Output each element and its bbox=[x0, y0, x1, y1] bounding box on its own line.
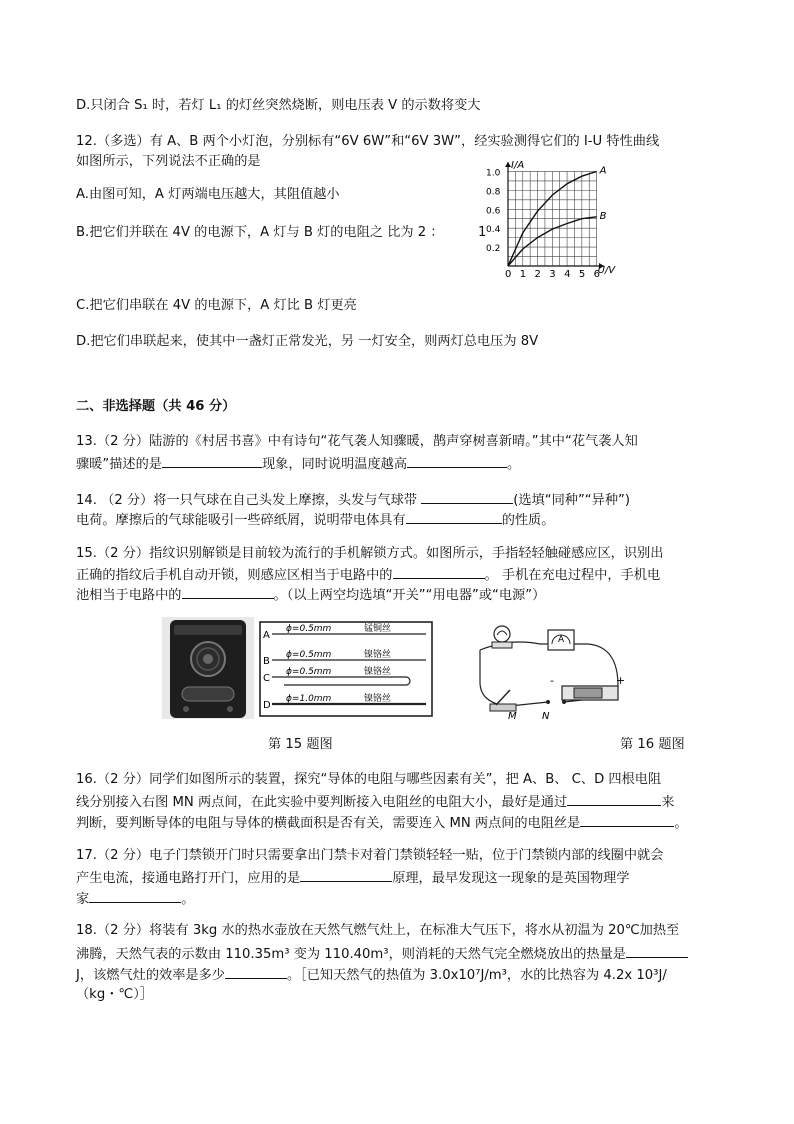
q15-line2 bbox=[76, 565, 660, 585]
x-tick-label: 1 bbox=[519, 269, 527, 280]
wire-c-diameter: ϕ=0.5mm bbox=[286, 667, 332, 677]
wire-a-material: 锰铜丝 bbox=[364, 624, 392, 634]
y-tick-label: 0.2 bbox=[486, 244, 501, 255]
q18-text-c: 。［已知天然气的热值为 3.0x10⁷J/m³，水的比热容为 4.2x 10³J/ bbox=[286, 968, 667, 983]
q15-blank-1[interactable] bbox=[393, 565, 485, 579]
q15-line1: 15.（2 分）指纹识别解锁是目前较为流行的手机解锁方式。如图所示，手指轻轻触碰感应区，识别出 bbox=[76, 546, 664, 561]
terminal-m: M bbox=[508, 711, 517, 722]
q13-blank-2[interactable] bbox=[407, 454, 507, 468]
wire-board-figure bbox=[256, 620, 436, 718]
q13-blank-1[interactable] bbox=[162, 454, 262, 468]
x-tick-label: 5 bbox=[578, 269, 586, 280]
wire-b-diameter: ϕ=0.5mm bbox=[286, 650, 332, 660]
q17-blank-1[interactable] bbox=[300, 868, 392, 882]
wire-b-material: 镍铬丝 bbox=[364, 650, 392, 660]
q14-text-c: 电荷。摩擦后的气球能吸引一些碎纸屑，说明带电体具有 bbox=[76, 513, 406, 528]
q14-line2 bbox=[76, 510, 554, 530]
series-label-B: B bbox=[599, 210, 607, 222]
q14-text-b: (选填“同种”“异种”) bbox=[513, 493, 630, 508]
circuit-figure bbox=[470, 622, 630, 722]
q17-line2 bbox=[76, 868, 630, 888]
wire-c-material: 镍铬丝 bbox=[364, 667, 392, 677]
wire-d-letter: D bbox=[263, 700, 271, 711]
q18-text-a: 沸腾，天然气表的示数由 110.35m³ 变为 110.40m³，则消耗的天然气完全燃烧放出的热量是 bbox=[76, 947, 626, 962]
q16-line1: 16.（2 分）同学们如图所示的装置，探究“导体的电阻与哪些因素有关”，把 A、B、 C、D 四根电阻 bbox=[76, 772, 662, 787]
q18-line3 bbox=[76, 965, 667, 985]
q18-line4: （kg・℃）］ bbox=[76, 987, 153, 1002]
q16-line2 bbox=[76, 792, 674, 812]
x-tick-label: 0 bbox=[505, 269, 512, 280]
q12-stem-line2: 如图所示，下列说法不正确的是 bbox=[76, 154, 261, 169]
q13-text-c: 。 bbox=[507, 457, 521, 472]
q17-line1: 17.（2 分）电子门禁锁开门时只需要拿出门禁卡对着门禁锁轻轻一贴，位于门禁锁内部的线圈中就会 bbox=[76, 848, 664, 863]
y-axis-label: I/A bbox=[511, 160, 525, 171]
q16-text-d: 。 bbox=[674, 816, 688, 831]
y-tick-label: 1.0 bbox=[486, 168, 501, 179]
q16-text-b: 来 bbox=[661, 795, 675, 810]
q15-text-c: 池相当于电路中的 bbox=[76, 588, 182, 603]
x-tick-label: 4 bbox=[564, 269, 571, 280]
chart-tick-labels bbox=[486, 168, 600, 280]
q13-text-b: 现象，同时说明温度越高 bbox=[261, 457, 408, 472]
battery-minus: - bbox=[550, 674, 554, 687]
x-tick-label: 6 bbox=[593, 269, 600, 280]
q15-line3 bbox=[76, 585, 545, 605]
wire-d-material: 镍铬丝 bbox=[364, 694, 392, 704]
q16-line3 bbox=[76, 813, 688, 833]
terminal-n: N bbox=[542, 711, 550, 722]
ammeter-label: A bbox=[558, 635, 565, 645]
q17-text-a: 产生电流，接通电路打开门，应用的是 bbox=[76, 871, 301, 886]
q15-blank-2[interactable] bbox=[182, 585, 274, 599]
wire-d-diameter: ϕ=1.0mm bbox=[286, 694, 332, 704]
switch-icon bbox=[490, 690, 516, 711]
ammeter-icon bbox=[548, 630, 574, 650]
q12-option-d: D.把它们串联起来，使其中一盏灯正常发光，另 一灯安全，则两灯总电压为 8V bbox=[76, 334, 539, 349]
q15-text-a: 正确的指纹后手机自动开锁，则感应区相当于电路中的 bbox=[76, 568, 393, 583]
q16-blank-1[interactable] bbox=[567, 792, 661, 806]
q14-blank-2[interactable] bbox=[406, 510, 502, 524]
q18-text-b: J，该燃气灶的效率是多少 bbox=[76, 968, 225, 983]
bulb-icon bbox=[492, 626, 512, 648]
q12-option-a: A.由图可知，A 灯两端电压越大，其阻值越小 bbox=[76, 187, 340, 202]
q14-line1 bbox=[76, 490, 630, 510]
y-tick-label: 0.8 bbox=[486, 187, 501, 198]
q13-line2 bbox=[76, 454, 520, 474]
section-2-title: 二、非选择题（共 46 分） bbox=[76, 399, 236, 414]
series-label-A: A bbox=[599, 165, 607, 177]
q14-blank-1[interactable] bbox=[421, 490, 513, 504]
q17-text-c: 家 bbox=[76, 892, 90, 907]
q18-line2 bbox=[76, 944, 688, 964]
y-tick-label: 0.6 bbox=[486, 206, 501, 217]
q18-line1: 18.（2 分）将装有 3kg 水的热水壶放在天然气燃气灶上，在标准大气压下，将水从初温为 20℃加热至 bbox=[76, 923, 680, 938]
q13-text-a: 骤暖”描述的是 bbox=[76, 457, 162, 472]
caption-fig16: 第 16 题图 bbox=[620, 737, 685, 752]
wire-a-letter: A bbox=[263, 630, 270, 641]
wire-b-letter: B bbox=[263, 656, 270, 667]
q16-text-c: 判断，要判断导体的电阻与导体的横截面积是否有关，需要连入 MN 两点间的电阻丝是 bbox=[76, 816, 581, 831]
x-tick-label: 2 bbox=[534, 269, 541, 280]
q12-option-b-tail: 1 bbox=[478, 225, 487, 240]
q13-line1: 13.（2 分）陆游的《村居书喜》中有诗句“花气袭人知骤暖，鹊声穿树喜新晴。”其中“花气袭人知 bbox=[76, 434, 638, 449]
x-tick-label: 3 bbox=[549, 269, 556, 280]
q14-text-a: 14. （2 分）将一只气球在自己头发上摩擦，头发与气球带 bbox=[76, 493, 422, 508]
q18-blank-2[interactable] bbox=[225, 965, 287, 979]
q16-text-a: 线分别接入右图 MN 两点间，在此实验中要判断接入电阻丝的电阻大小，最好是通过 bbox=[76, 795, 568, 810]
q17-text-b: 原理，最早发现这一现象的是英国物理学 bbox=[392, 871, 630, 886]
q12-option-b: B.把它们并联在 4V 的电源下，A 灯与 B 灯的电阻之 比为 2 ： bbox=[76, 225, 444, 240]
battery-icon bbox=[550, 674, 625, 700]
q14-text-d: 的性质。 bbox=[501, 513, 555, 528]
wire-c-letter: C bbox=[263, 673, 270, 684]
q18-blank-1[interactable] bbox=[626, 944, 688, 958]
q15-text-d: 。（以上两空均选填“开关”“用电器”或“电源”） bbox=[273, 588, 546, 603]
caption-fig15: 第 15 题图 bbox=[268, 737, 333, 752]
x-axis-label: U/V bbox=[597, 265, 616, 276]
q12-option-c: C.把它们串联在 4V 的电源下，A 灯比 B 灯更亮 bbox=[76, 298, 357, 313]
phone-figure bbox=[162, 617, 254, 719]
q17-text-d: 。 bbox=[181, 892, 195, 907]
y-tick-label: 0.4 bbox=[486, 225, 501, 236]
iu-chart bbox=[484, 152, 616, 280]
q17-blank-2[interactable] bbox=[89, 889, 181, 903]
q11-option-d: D.只闭合 S₁ 时，若灯 L₁ 的灯丝突然烧断，则电压表 V 的示数将变大 bbox=[76, 98, 481, 113]
wire-a-diameter: ϕ=0.5mm bbox=[286, 624, 332, 634]
q17-line3 bbox=[76, 889, 194, 909]
q16-blank-2[interactable] bbox=[580, 813, 674, 827]
battery-plus: + bbox=[616, 674, 626, 687]
q12-stem-line1: 12.（多选）有 A、B 两个小灯泡，分别标有“6V 6W”和“6V 3W”，经实验测得它们的 I-U 特性曲线 bbox=[76, 134, 660, 149]
q15-text-b: 。 手机在充电过程中，手机电 bbox=[484, 568, 661, 583]
